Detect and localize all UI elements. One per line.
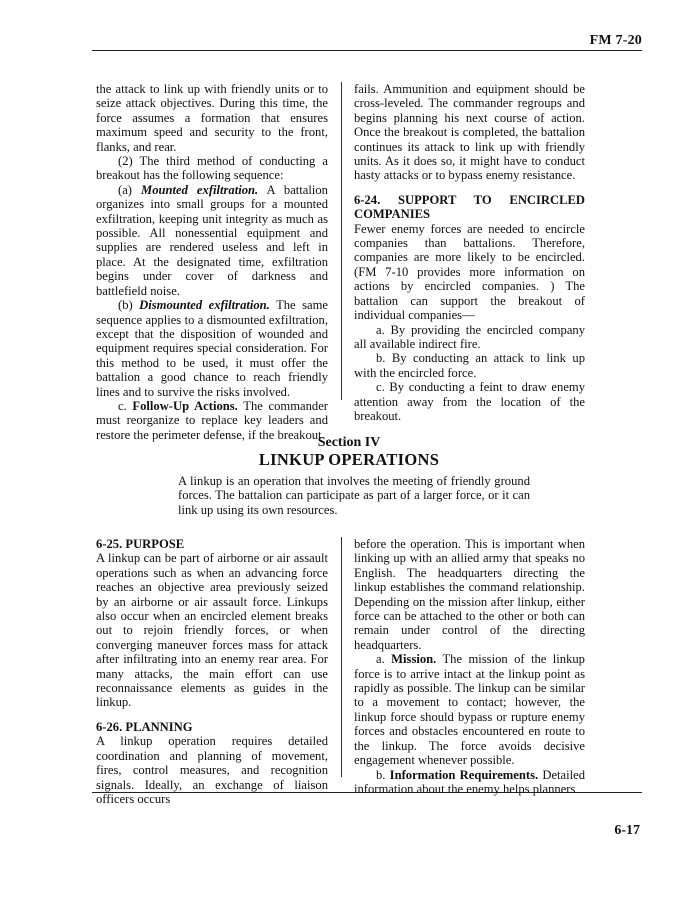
column-divider bbox=[341, 537, 342, 777]
paragraph: A linkup operation requires detailed coordination and planning of movement, fires, control measures, and recognition signals. Ideally, an exchange of liaison officers occurs bbox=[96, 734, 328, 806]
paragraph-text: Detailed information about the enemy helps planners bbox=[354, 767, 586, 796]
item-label: b. bbox=[376, 767, 390, 782]
term: Follow-Up Actions. bbox=[132, 398, 238, 413]
term: Mission. bbox=[391, 652, 437, 667]
paragraph-text: The same sequence applies to a dismounted exfiltration, except that the disposition of wounded and equipment requires special consideration. For this method to be used, it must offer the battalion a good chance to reach friendly lines and to survive the risks involved. bbox=[96, 298, 328, 399]
manual-designation: FM 7-20 bbox=[589, 33, 642, 48]
section-number: Section IV bbox=[317, 435, 381, 450]
paragraph bbox=[354, 652, 585, 767]
item-label: (b) bbox=[118, 298, 140, 313]
paragraph bbox=[96, 298, 328, 399]
top-left-column bbox=[96, 82, 328, 442]
column-divider bbox=[341, 82, 342, 400]
spacer bbox=[96, 710, 328, 720]
section-title: LINKUP OPERATIONS bbox=[258, 450, 440, 469]
item-label: a. bbox=[376, 652, 392, 667]
bottom-rule bbox=[92, 792, 642, 793]
top-right-column bbox=[354, 82, 585, 423]
spacer bbox=[354, 183, 585, 193]
list-item: b. By conducting an attack to link up with the encircled force. bbox=[354, 351, 585, 380]
item-label: c. bbox=[118, 398, 133, 413]
section-heading: 6-24. SUPPORT TO ENCIRCLED COMPANIES bbox=[354, 192, 585, 222]
paragraph: the attack to link up with friendly units or to seize attack objectives. During this time, the force assumes a formation that ensures maximum speed and security to the front, flanks, and rear. bbox=[96, 82, 328, 154]
top-rule bbox=[92, 50, 642, 51]
list-item: c. By conducting a feint to draw enemy attention away from the location of the breakout. bbox=[354, 380, 585, 423]
paragraph: fails. Ammunition and equipment should be cross-leveled. The commander regroups and begins planning his next course of action. Once the breakout is completed, the battalion continues its attack to link up with friendly units. As it does so, it might have to conduct hasty attacks or to bypass enemy resistance. bbox=[354, 82, 585, 183]
paragraph-text: A battalion organizes into small groups for a mounted exfiltration, keeping unit integrity as much as possible. All nonessential equipment and supplies are rendered useless and left in place. At the designated time, exfiltration begins under cover of darkness and battlefield noise. bbox=[96, 182, 328, 298]
list-item: a. By providing the encircled company all available indirect fire. bbox=[354, 322, 585, 351]
item-label: (a) bbox=[118, 182, 142, 197]
bottom-left-column bbox=[96, 537, 328, 806]
paragraph: before the operation. This is important when linking up with an allied army that speaks no English. The headquarters directing the linkup establishes the command relationship. Depending on the mission after linkup, either force can be attached to the other or both can remain under control of the directing headquarters. bbox=[354, 537, 585, 652]
paragraph: Fewer enemy forces are needed to encircle companies than battalions. Therefore, companies are more likely to be encircled. (FM 7-10 provides more information on actions by encircled companies. ) The battalion can support the breakout of individual companies— bbox=[354, 221, 585, 323]
section-heading: 6-25. PURPOSE bbox=[96, 537, 185, 551]
page-number: 6-17 bbox=[614, 823, 640, 838]
paragraph: (2) The third method of conducting a breakout has the following sequence: bbox=[96, 154, 328, 183]
term: Information Requirements. bbox=[389, 767, 539, 782]
paragraph bbox=[96, 183, 328, 298]
bottom-right-column bbox=[354, 537, 585, 796]
paragraph: A linkup can be part of airborne or air assault operations such as when an advancing force reaches an objective area previously seized by an airborne or air assault force. Linkups also occur when an encircled element breaks out to rejoin friendly forces, or when converging maneuver forces mass for attack after infiltrating into an enemy rear area. For many attacks, the main effort can use reconnaissance elements as guides in the linkup. bbox=[96, 551, 328, 710]
paragraph-text: The commander must reorganize to replace key leaders and restore the perimeter defense, if the breakout bbox=[96, 398, 328, 442]
term: Mounted exfiltration. bbox=[141, 182, 259, 197]
section-heading: 6-26. PLANNING bbox=[96, 719, 193, 734]
paragraph-text: The mission of the linkup force is to arrive intact at the linkup point as rapidly as possible. The linkup can be similar to a movement to contact; however, the linkup force should bypass or rupture enemy forces and obstacles encountered en route to the linkup. The force avoids decisive engagement whenever possible. bbox=[354, 652, 585, 768]
section-intro: A linkup is an operation that involves the meeting of friendly ground forces. The battalion can participate as part of a larger force, or it can link up using its own resources. bbox=[178, 474, 530, 517]
term: Dismounted exfiltration. bbox=[139, 298, 270, 313]
